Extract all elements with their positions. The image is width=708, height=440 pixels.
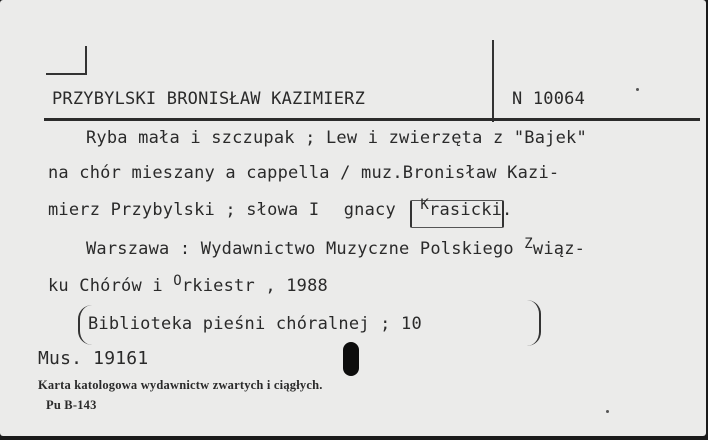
entry-line-4-text: Warszawa : Wydawnictwo Muzyczne Polskiego: [86, 239, 514, 259]
punch-hole: [343, 342, 359, 376]
entry-line-4-superscript: Z: [524, 236, 533, 252]
entry-line-2: na chór mieszany a cappella / muz.Bronisław Kazi-: [48, 163, 560, 183]
entry-line-3-text: mierz Przybylski ; słowa I: [48, 200, 320, 220]
header-underline-rule: [44, 118, 700, 121]
call-number: N 10064: [512, 89, 586, 109]
entry-line-3-superscript: K: [420, 197, 430, 213]
entry-line-3-bracketed: gnacy: [343, 200, 396, 220]
card-type-label: Karta katologowa wydawnictw zwartych i ciągłych.: [38, 378, 323, 392]
header-rule-vertical-left: [85, 46, 87, 74]
entry-line-3: [48, 197, 513, 220]
mus-number: Mus. 19161: [38, 348, 149, 369]
entry-line-5: [48, 273, 328, 296]
entry-line-5-end: rkiestr , 1988: [181, 276, 328, 296]
speck-mark: [606, 410, 609, 413]
author-heading: PRZYBYLSKI BRONISŁAW KAZIMIERZ: [52, 89, 366, 109]
header-rule-horizontal-left: [46, 73, 87, 75]
series-statement: Biblioteka pieśni chóralnej ; 10: [88, 314, 422, 334]
entry-line-4-end: wiąz-: [532, 239, 586, 259]
speck-mark: [636, 88, 639, 91]
entry-line-5-superscript: O: [173, 273, 182, 289]
entry-line-5-text: ku Chórów i: [48, 276, 163, 296]
print-code: Pu B-143: [46, 398, 97, 412]
header-rule-vertical-divider: [492, 40, 494, 122]
entry-line-4: [86, 236, 586, 259]
entry-line-1: Ryba mała i szczupak ; Lew i zwierzęta z "Bajek": [86, 128, 587, 148]
entry-line-3-end: rasicki.: [429, 200, 513, 220]
series-paren-right: [525, 300, 541, 346]
